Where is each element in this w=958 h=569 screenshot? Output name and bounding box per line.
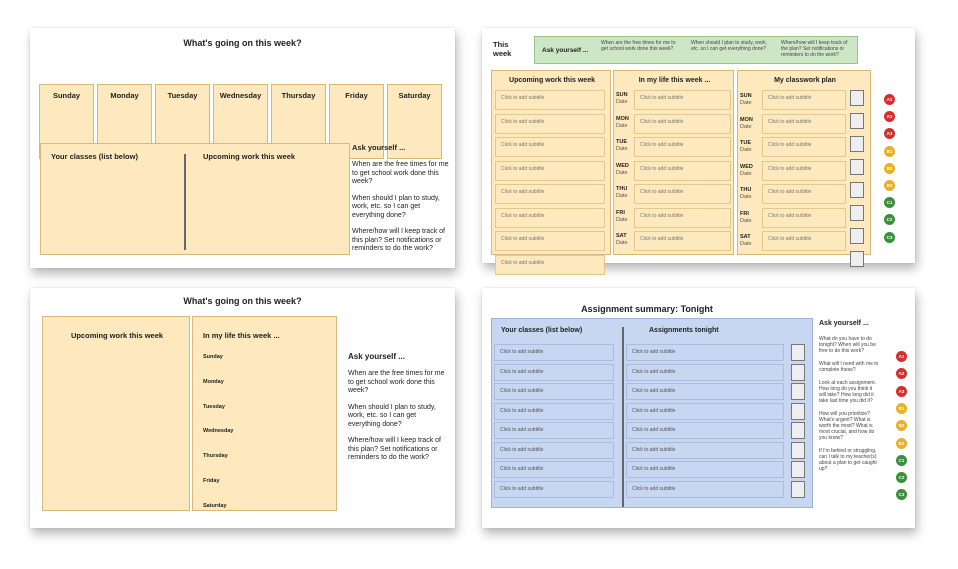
banner-q1: When are the free times for me to get school work done this week? xyxy=(601,40,676,52)
ask-title: Ask yourself ... xyxy=(352,143,406,152)
slide-assignment-summary[interactable] xyxy=(482,288,915,528)
life-day-abbr xyxy=(616,210,628,223)
date-label: Date xyxy=(616,192,628,199)
priority-badge-c2: C2 xyxy=(896,472,907,483)
ask-title: Ask yourself ... xyxy=(348,352,405,361)
ask-question-3: Where/how will I keep track of this plan? Set notifications or reminders to do the work? xyxy=(348,437,441,461)
life-box[interactable] xyxy=(192,316,337,511)
life-day-abbr xyxy=(616,92,628,105)
priority-badge-c1: C1 xyxy=(884,197,895,208)
checkbox[interactable] xyxy=(850,205,864,221)
ask-title: Ask yourself ... xyxy=(819,320,869,327)
date-label: Date xyxy=(740,170,752,177)
date-label: Date xyxy=(740,99,752,106)
priority-badge-c3: C3 xyxy=(896,489,907,500)
date-label: Date xyxy=(616,239,628,246)
date-label: Date xyxy=(740,217,752,224)
checkbox[interactable] xyxy=(791,461,805,478)
priority-badge-b2: B2 xyxy=(884,163,895,174)
checkbox[interactable] xyxy=(850,90,864,106)
day-cell-tuesday[interactable]: Tuesday xyxy=(155,84,210,159)
ask-panel xyxy=(819,320,879,472)
life-day-thursday: Thursday xyxy=(203,453,228,459)
assignment-subtitle[interactable]: Click to add subtitle xyxy=(626,481,784,498)
day-abbr: WED xyxy=(740,164,753,170)
day-abbr: SAT xyxy=(616,233,627,239)
assignment-subtitle[interactable]: Click to add subtitle xyxy=(626,383,784,400)
day-cell-saturday[interactable]: Saturday xyxy=(387,84,442,159)
class-subtitle[interactable]: Click to add subtitle xyxy=(494,344,614,361)
date-label: Date xyxy=(740,240,752,247)
day-abbr: SAT xyxy=(740,234,751,240)
plan-subtitle[interactable]: Click to add subtitle xyxy=(762,137,846,157)
day-abbr: SUN xyxy=(740,93,752,99)
priority-badge-a1: A1 xyxy=(884,94,895,105)
class-subtitle[interactable]: Click to add subtitle xyxy=(494,403,614,420)
life-subtitle[interactable]: Click to add subtitle xyxy=(634,161,731,181)
date-label: Date xyxy=(740,193,752,200)
life-day-abbr xyxy=(616,139,628,152)
ask-question-1: When are the free times for me to get school work done this week? xyxy=(352,161,449,185)
day-cell-wednesday[interactable]: Wednesday xyxy=(213,84,268,159)
assignment-subtitle[interactable]: Click to add subtitle xyxy=(626,403,784,420)
life-subtitle[interactable]: Click to add subtitle xyxy=(634,184,731,204)
life-subtitle[interactable]: Click to add subtitle xyxy=(634,231,731,251)
life-day-abbr xyxy=(616,163,629,176)
upcoming-subtitle[interactable]: Click to add subtitle xyxy=(495,208,605,228)
checkbox[interactable] xyxy=(791,422,805,439)
plan-subtitle[interactable]: Click to add subtitle xyxy=(762,90,846,110)
assignment-subtitle[interactable]: Click to add subtitle xyxy=(626,422,784,439)
assignment-subtitle[interactable]: Click to add subtitle xyxy=(626,461,784,478)
classes-box[interactable] xyxy=(40,143,350,255)
date-label: Date xyxy=(740,146,752,153)
day-abbr: SUN xyxy=(616,92,628,98)
checkbox[interactable] xyxy=(850,182,864,198)
slide-week-overview[interactable] xyxy=(30,28,455,268)
checkbox[interactable] xyxy=(791,442,805,459)
priority-badge-a2: A2 xyxy=(896,368,907,379)
life-day-sunday: Sunday xyxy=(203,354,223,360)
banner-q2: When should I plan to study, work, etc. so I can get everything done? xyxy=(691,40,768,52)
plan-day-abbr xyxy=(740,234,752,247)
day-cell-friday[interactable]: Friday xyxy=(329,84,384,159)
life-day-saturday: Saturday xyxy=(203,503,227,509)
ask-question-3: Where/how will I keep track of this plan? Set notifications or reminders to do the work? xyxy=(352,228,445,252)
col-life-title: In my life this week ... xyxy=(638,77,711,84)
banner-q3: Where/how will I keep track of the plan? Set notifications or reminders to do the work? xyxy=(781,40,848,58)
priority-badge-b3: B3 xyxy=(884,180,895,191)
divider-line xyxy=(622,327,624,507)
upcoming-subtitle[interactable]: Click to add subtitle xyxy=(495,161,605,181)
ask-question-2: What will I need with me to complete these? xyxy=(819,361,879,373)
priority-badge-a3: A3 xyxy=(896,386,907,397)
day-abbr: THU xyxy=(616,186,628,192)
date-label: Date xyxy=(616,122,628,129)
class-subtitle[interactable]: Click to add subtitle xyxy=(494,461,614,478)
life-day-wednesday: Wednesday xyxy=(203,428,234,434)
life-day-abbr xyxy=(616,186,628,199)
life-day-abbr xyxy=(616,116,629,129)
priority-badge-b1: B1 xyxy=(884,146,895,157)
priority-badge-c1: C1 xyxy=(896,455,907,466)
day-abbr: TUE xyxy=(740,140,751,146)
checkbox[interactable] xyxy=(850,251,864,267)
life-day-tuesday: Tuesday xyxy=(203,404,225,410)
priority-badge-a1: A1 xyxy=(896,351,907,362)
life-day-monday: Monday xyxy=(203,379,224,385)
day-abbr: WED xyxy=(616,163,629,169)
ask-banner-label: Ask yourself ... xyxy=(542,47,589,54)
checkbox[interactable] xyxy=(791,383,805,400)
ask-panel xyxy=(352,143,452,254)
class-subtitle[interactable]: Click to add subtitle xyxy=(494,442,614,459)
upcoming-subtitle[interactable]: Click to add subtitle xyxy=(495,184,605,204)
class-subtitle[interactable]: Click to add subtitle xyxy=(494,364,614,381)
day-cell-monday[interactable]: Monday xyxy=(97,84,152,159)
col-plan-title: My classwork plan xyxy=(774,77,836,84)
plan-subtitle[interactable]: Click to add subtitle xyxy=(762,114,846,134)
checkbox[interactable] xyxy=(850,228,864,244)
checkbox[interactable] xyxy=(791,403,805,420)
priority-badge-b1: B1 xyxy=(896,403,907,414)
checkbox[interactable] xyxy=(791,344,805,361)
ask-question-4: How will you prioritize? What's urgent? What is worth the most? What is most crucial, and how do you know? xyxy=(819,411,875,441)
slide4-title: Assignment summary: Tonight xyxy=(581,304,713,314)
ask-question-2: When should I plan to study, work, etc. so I can get everything done? xyxy=(352,194,440,219)
ask-question-2: When should I plan to study, work, etc. so I can get everything done? xyxy=(348,403,436,428)
upcoming-subtitle[interactable]: Click to add subtitle xyxy=(495,231,605,251)
plan-day-abbr xyxy=(740,164,753,177)
plan-day-abbr xyxy=(740,93,752,106)
plan-day-abbr xyxy=(740,140,752,153)
priority-badge-a2: A2 xyxy=(884,111,895,122)
checkbox[interactable] xyxy=(791,481,805,498)
slide1-title: What's going on this week? xyxy=(183,38,302,48)
ask-question-1: When are the free times for me to get school work done this week? xyxy=(348,370,445,394)
day-cell-sunday[interactable]: Sunday xyxy=(39,84,94,159)
upcoming-subtitle[interactable]: Click to add subtitle xyxy=(495,90,605,110)
upcoming-subtitle[interactable]: Click to add subtitle xyxy=(495,255,605,275)
plan-subtitle[interactable]: Click to add subtitle xyxy=(762,161,846,181)
date-label: Date xyxy=(616,216,628,223)
ask-banner xyxy=(534,36,858,64)
assignment-subtitle[interactable]: Click to add subtitle xyxy=(626,344,784,361)
life-day-abbr xyxy=(616,233,628,246)
date-label: Date xyxy=(740,123,752,130)
assignment-subtitle[interactable]: Click to add subtitle xyxy=(626,364,784,381)
upcoming-label: Upcoming work this week xyxy=(70,331,164,340)
ask-panel xyxy=(348,352,450,463)
priority-badge-c2: C2 xyxy=(884,214,895,225)
checkbox[interactable] xyxy=(850,136,864,152)
plan-subtitle[interactable]: Click to add subtitle xyxy=(762,184,846,204)
plan-day-abbr xyxy=(740,211,752,224)
day-abbr: THU xyxy=(740,187,752,193)
priority-badge-b2: B2 xyxy=(896,420,907,431)
date-label: Date xyxy=(616,145,628,152)
class-subtitle[interactable]: Click to add subtitle xyxy=(494,383,614,400)
life-subtitle[interactable]: Click to add subtitle xyxy=(634,208,731,228)
day-abbr: TUE xyxy=(616,139,627,145)
priority-badge-c3: C3 xyxy=(884,232,895,243)
slide3-title: What's going on this week? xyxy=(183,296,302,306)
upcoming-subtitle[interactable]: Click to add subtitle xyxy=(495,114,605,134)
plan-subtitle[interactable]: Click to add subtitle xyxy=(762,231,846,251)
day-abbr: FRI xyxy=(616,210,625,216)
divider-line xyxy=(184,154,186,250)
priority-badge-a3: A3 xyxy=(884,128,895,139)
life-subtitle[interactable]: Click to add subtitle xyxy=(634,114,731,134)
ask-question-3: Look at each assignment. How long do you think it will take? How long did it take last time you did it? xyxy=(819,380,876,404)
life-label: In my life this week ... xyxy=(203,331,280,340)
slide-week-life[interactable] xyxy=(30,288,455,528)
date-label: Date xyxy=(616,169,628,176)
date-label: Date xyxy=(616,98,628,105)
class-subtitle[interactable]: Click to add subtitle xyxy=(494,481,614,498)
life-subtitle[interactable]: Click to add subtitle xyxy=(634,137,731,157)
classes-label: Your classes (list below) xyxy=(51,152,138,161)
priority-badge-b3: B3 xyxy=(896,438,907,449)
col-upcoming-title: Upcoming work this week xyxy=(509,77,595,84)
day-abbr: FRI xyxy=(740,211,749,217)
slide-week-planner[interactable] xyxy=(482,28,915,266)
plan-day-abbr xyxy=(740,187,752,200)
this-week-label: This week xyxy=(493,40,512,58)
class-subtitle[interactable]: Click to add subtitle xyxy=(494,422,614,439)
life-subtitle[interactable]: Click to add subtitle xyxy=(634,90,731,110)
plan-day-abbr xyxy=(740,117,753,130)
assignment-subtitle[interactable]: Click to add subtitle xyxy=(626,442,784,459)
ask-question-5: If I'm behind or struggling, can I talk to my teacher(s) about a plan to get caught up? xyxy=(819,448,877,472)
upcoming-label: Upcoming work this week xyxy=(203,152,296,161)
classes-label: Your classes (list below) xyxy=(501,327,583,334)
upcoming-subtitle[interactable]: Click to add subtitle xyxy=(495,137,605,157)
checkbox[interactable] xyxy=(850,159,864,175)
day-abbr: MON xyxy=(616,116,629,122)
upcoming-box[interactable] xyxy=(42,316,190,511)
plan-subtitle[interactable]: Click to add subtitle xyxy=(762,208,846,228)
checkbox[interactable] xyxy=(791,364,805,381)
life-day-friday: Friday xyxy=(203,478,220,484)
assignments-label: Assignments tonight xyxy=(649,327,719,334)
day-cell-thursday[interactable]: Thursday xyxy=(271,84,326,159)
day-abbr: MON xyxy=(740,117,753,123)
checkbox[interactable] xyxy=(850,113,864,129)
ask-question-1: What do you have to do tonight? When will you be free to do this work? xyxy=(819,336,876,354)
